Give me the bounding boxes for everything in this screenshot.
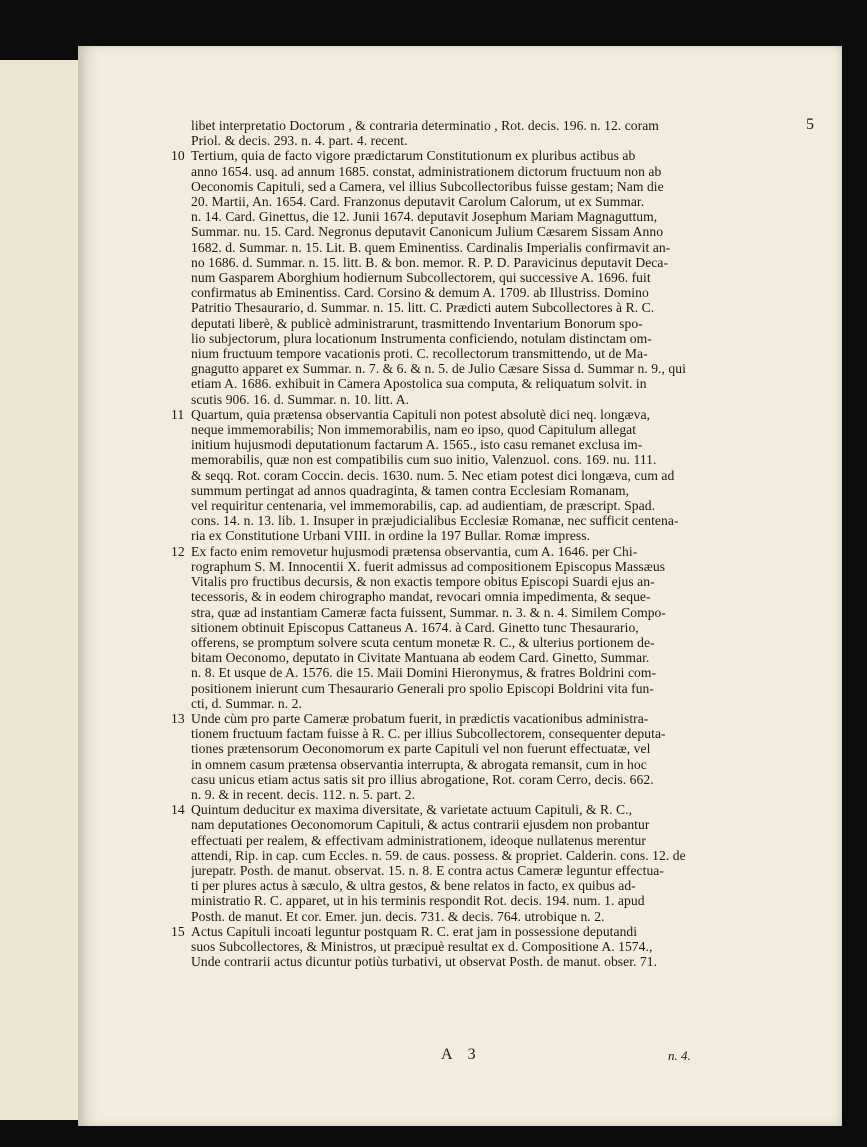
document-page bbox=[78, 46, 842, 1126]
paragraph-1 bbox=[171, 148, 813, 407]
text-line: & seqq. Rot. coram Coccin. decis. 1630. num. 5. Nec etiam potest dici longæva, cum ad bbox=[191, 467, 675, 483]
paragraph-number: 10 bbox=[171, 148, 185, 164]
text-line: bitam Oeconomo, deputato in Civitate Mantuana ab eodem Card. Ginetto, Summar. bbox=[191, 650, 650, 666]
text-line: libet interpretatio Doctorum , & contraria determinatio , Rot. decis. 196. n. 12. coram bbox=[191, 118, 659, 133]
text-line: jurepatr. Posth. de manut. observat. 15. n. 8. E contra actus Cameræ leguntur effectua- bbox=[191, 862, 664, 878]
text-line: tiones prætensorum Oeconomorum ex parte Capituli vel non fuerunt effectuatæ, vel bbox=[191, 741, 651, 757]
text-line: anno 1654. usq. ad annum 1685. constat, administrationem dictorum fructuum non ab bbox=[191, 163, 662, 179]
text-line: Unde cùm pro parte Cameræ probatum fuerit, in prædictis vacationibus administra- bbox=[191, 710, 649, 726]
text-line: deputati liberè, & publicè administrarunt, trasmittendo Inventarium Bonorum spo- bbox=[191, 315, 643, 331]
text-line: gnagutto apparet ex Summar. n. 7. & 6. & n. 5. de Julio Cæsare Sissa d. Summar n. 9., qui bbox=[191, 361, 686, 377]
paragraph-6 bbox=[171, 923, 813, 970]
text-line: Posth. de manut. Et cor. Emer. jun. decis. 731. & decis. 764. utrobique n. 2. bbox=[191, 908, 605, 924]
text-line: Oeconomis Capituli, sed a Camera, vel illius Subcollectoribus fuisse gestam; Nam die bbox=[191, 178, 664, 194]
text-line: scutis 906. 16. d. Summar. n. 10. litt. A. bbox=[191, 391, 410, 407]
text-line: suos Subcollectores, & Ministros, ut præcipuè resultat ex d. Compositione A. 1574., bbox=[191, 938, 653, 954]
text-line: Patritio Thesaurario, d. Summar. n. 15. litt. C. Prædicti autem Subcollectores à R. C. bbox=[191, 300, 655, 316]
text-line: Summar. nu. 15. Card. Negronus deputavit Canonicum Julium Cæsarem Sissam Anno bbox=[191, 224, 664, 240]
paragraph-3 bbox=[171, 543, 813, 711]
text-line: ria ex Constitutione Urbani VIII. in ordine la 197 Bullar. Romæ impress. bbox=[191, 528, 591, 544]
text-line: summum pertingat ad annos quadraginta, & tamen contra Ecclesiam Romanam, bbox=[191, 482, 630, 498]
text-line: Quartum, quia prætensa observantia Capituli non potest absolutè dici neq. longæva, bbox=[191, 406, 651, 422]
paragraph-number: 12 bbox=[171, 543, 185, 559]
paragraph-0 bbox=[191, 118, 813, 148]
text-line: confirmatus ab Eminentiss. Card. Corsino & demum A. 1709. ab Illustriss. Domino bbox=[191, 285, 649, 301]
text-line: initium hujusmodi deputationum factarum A. 1565., isto casu remanet exclusa im- bbox=[191, 437, 643, 453]
text-line: attendi, Rip. in cap. cum Eccles. n. 59. de caus. possess. & propriet. Calderin. cons. 12. de bbox=[191, 847, 686, 863]
text-line: tionem fructuum factam fuisse à R. C. per illius Subcollectorem, consequenter deputa- bbox=[191, 726, 666, 742]
paragraph-number: 11 bbox=[171, 406, 185, 422]
text-line: cons. 14. n. 13. lib. 1. Insuper in præjudicialibus Ecclesiæ Romanæ, nec sufficit centena- bbox=[191, 513, 679, 529]
signature-mark: A 3 bbox=[441, 1046, 482, 1063]
text-line: vel requiritur centenaria, vel immemorabilis, cap. ad audientiam, de præscript. Spad. bbox=[191, 498, 656, 514]
text-line: offerens, se promptum solvere scuta centum monetæ R. C., & ulterius portionem de- bbox=[191, 634, 655, 650]
text-line: 1682. d. Summar. n. 15. Lit. B. quem Eminentiss. Cardinalis Imperialis confirmavit an- bbox=[191, 239, 671, 255]
text-line: lio subjectorum, plura locationum Instrumenta conficiendo, notulam distinctam om- bbox=[191, 330, 652, 346]
text-line: Ex facto enim removetur hujusmodi prætensa observantia, cum A. 1646. per Chi- bbox=[191, 543, 638, 559]
text-line: casu unicus etiam actus satis sit pro illius abrogatione, Rot. coram Cerro, decis. 662. bbox=[191, 771, 654, 787]
text-line: n. 14. Card. Ginettus, die 12. Junii 1674. deputavit Josephum Mariam Magnaguttum, bbox=[191, 209, 658, 225]
text-line: etiam A. 1686. exhibuit in Camera Apostolica sua computa, & reliquatum solvit. in bbox=[191, 376, 647, 392]
text-line: Vitalis pro fructibus decursis, & non exactis tempore obitus Episcopi Suardi ejus an- bbox=[191, 574, 655, 590]
text-line: n. 8. Et usque de A. 1576. die 15. Maii Domini Hieronymus, & fratres Boldrini com- bbox=[191, 665, 657, 681]
text-line: cti, d. Summar. n. 2. bbox=[191, 695, 302, 711]
text-line: in omnem casum prætensa observantia interrupta, & abrogata remansit, cum in hoc bbox=[191, 756, 647, 772]
text-line: positionem inierunt cum Thesaurario Generali pro spolio Episcopi Boldrini vita fun- bbox=[191, 680, 654, 696]
paragraph-number: 15 bbox=[171, 923, 185, 939]
text-line: ministratio R. C. apparet, ut in his terminis respondit Rot. decis. 194. num. 1. apud bbox=[191, 893, 645, 909]
left-page-edge bbox=[0, 60, 81, 1120]
text-line: tecessoris, & in eodem chirographo mandat, revocari omnia impedimenta, & seque- bbox=[191, 589, 651, 605]
text-line: stra, quæ ad instantiam Cameræ facta fuissent, Summar. n. 3. & n. 4. Similem Compo- bbox=[191, 604, 666, 620]
text-line: neque immemorabilis; Non immemorabilis, nam eo ipso, quod Capitulum allegat bbox=[191, 422, 637, 438]
catchword: n. 4. bbox=[668, 1048, 691, 1063]
text-line: rographum S. M. Innocentii X. fuerit admissus ad compositionem Episcopus Massæus bbox=[191, 558, 666, 574]
paragraph-5 bbox=[171, 802, 813, 924]
page-number: 5 bbox=[806, 116, 814, 133]
text-line: 20. Martii, An. 1654. Card. Franzonus deputavit Carolum Calorum, ut ex Summar. bbox=[191, 194, 645, 210]
text-line: effectuati per realem, & effectivam administrationem, ideoque nullatenus merentur bbox=[191, 832, 646, 848]
paragraph-4 bbox=[171, 710, 813, 802]
text-line: nam deputationes Oeconomorum Capituli, & actus contrarii ejusdem non probantur bbox=[191, 817, 650, 833]
page-footer bbox=[78, 1046, 842, 1066]
text-line: sitionem obtinuit Episcopus Cattaneus A. 1674. à Card. Ginetto tunc Thesaurario, bbox=[191, 619, 639, 635]
text-line: memorabilis, quæ non est compatibilis cum suo initio, Valenzuol. cons. 169. nu. 111. bbox=[191, 452, 657, 468]
text-line: ti per plures actus à sæculo, & ultra gestos, & bene relatos in facto, ex quibus ad- bbox=[191, 878, 636, 894]
text-line: Priol. & decis. 293. n. 4. part. 4. recent. bbox=[191, 133, 408, 149]
text-line: no 1686. d. Summar. n. 15. litt. B. & bon. memor. R. P. D. Paravicinus deputavit Deca- bbox=[191, 254, 669, 270]
text-line: nium fructuum tempore vacationis proti. C. recollectorum transmittendo, ut de Ma- bbox=[191, 346, 648, 362]
paragraph-number: 14 bbox=[171, 802, 185, 818]
text-line: Unde contrarii actus dicuntur potiùs turbativi, ut observat Posth. de manut. obser. 71. bbox=[191, 954, 658, 970]
text-line: Quintum deducitur ex maxima diversitate, & varietate actuum Capituli, & R. C., bbox=[191, 802, 633, 818]
paragraph-number: 13 bbox=[171, 710, 185, 726]
text-line: n. 9. & in recent. decis. 112. n. 5. part. 2. bbox=[191, 786, 416, 802]
page-text bbox=[171, 118, 813, 970]
text-line: num Gasparem Aborghium hodiernum Subcollectorem, qui successive A. 1696. fuit bbox=[191, 270, 651, 286]
text-line: Actus Capituli incoati leguntur postquam R. C. erat jam in possessione deputandi bbox=[191, 923, 638, 939]
text-line: Tertium, quia de facto vigore prædictarum Constitutionum ex pluribus actibus ab bbox=[191, 148, 636, 164]
paragraph-2 bbox=[171, 406, 813, 544]
